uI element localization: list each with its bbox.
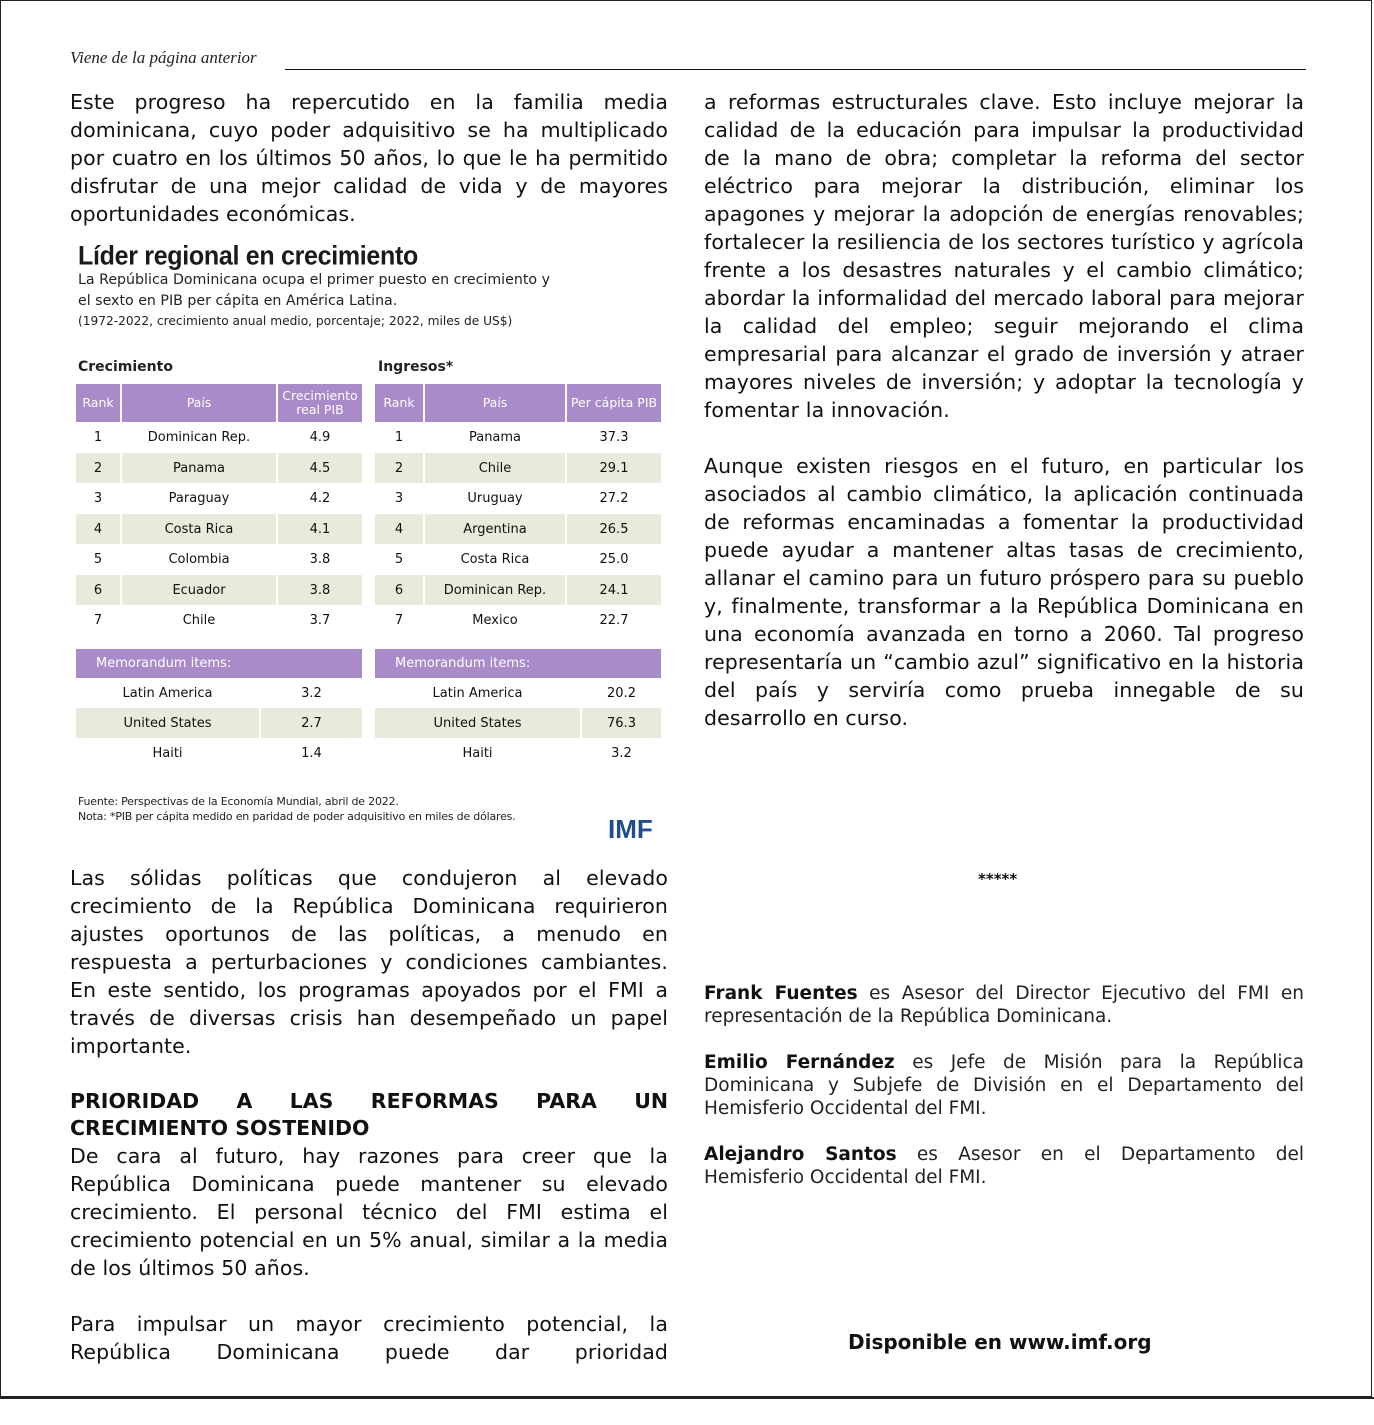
table-row (375, 708, 661, 738)
income-memo-table (375, 678, 661, 768)
country-cell: Uruguay (425, 483, 567, 513)
income-section-label: Ingresos* (378, 359, 454, 375)
author-name: Alejandro Santos (704, 1144, 897, 1165)
value-cell: 37.3 (599, 429, 629, 445)
income-memo-header: Memorandum items: (375, 649, 661, 678)
table-row (76, 513, 362, 544)
left-paragraph-2: Las sólidas políticas que condujeron al elevado crecimiento de la República Dominicana requirieron ajustes oportunos de las políticas, a menudo en respuesta a perturbaciones y condiciones cambiantes. En este sentido, los programas apoyados por el FMI a través de diversas crisis han desempeñado un papel importante. (70, 866, 668, 1058)
section-heading-line2: CRECIMIENTO SOSTENIDO (70, 1116, 370, 1140)
section-heading (70, 1088, 668, 1142)
author-bio (704, 1051, 1304, 1120)
value-cell: 3.8 (278, 574, 362, 605)
rank-cell: 5 (375, 544, 425, 574)
left-column (70, 88, 668, 228)
table-row (375, 605, 661, 635)
rank-cell: 2 (375, 452, 425, 483)
memo-value-cell: 3.2 (611, 745, 632, 761)
value-cell: 3.8 (309, 551, 331, 567)
country-cell: Colombia (122, 544, 278, 574)
memo-value-cell: 3.2 (301, 685, 322, 701)
rank-cell: 7 (76, 605, 122, 635)
right-paragraph-1: a reformas estructurales clave. Esto incluye mejorar la calidad de la educación para impulsar la productividad de la mano de obra; completar la reforma del sector eléctrico para mejorar la distribución, eliminar los apagones y mejorar la adopción de energías renovables; fortalecer la resiliencia de los sectores turístico y agrícola frente a los desastres naturales y el cambio climático; abordar la informalidad del mercado laboral para mejorar la calidad del empleo; seguir mejorando el clima empresarial para alcanzar el grado de inversión y atraer mayores niveles de inversión; y adoptar la tecnología y fomentar la innovación. (704, 90, 1304, 422)
memo-country-cell: United States (76, 708, 260, 738)
bottom-rule (0, 1397, 1374, 1399)
rank-cell: 1 (76, 422, 122, 452)
author-bio (704, 1143, 1304, 1189)
growth-section-label: Crecimiento (78, 359, 173, 375)
country-cell: Ecuador (122, 574, 278, 605)
table-row (375, 483, 661, 513)
table-row (76, 422, 362, 452)
section-heading-line1: PRIORIDAD A LAS REFORMAS PARA UN (70, 1089, 668, 1113)
rank-cell: 6 (375, 574, 425, 605)
table-row (375, 544, 661, 574)
growth-header-value: Crecimiento real PIB (278, 384, 362, 422)
income-header-country: País (425, 384, 567, 422)
country-cell: Costa Rica (425, 544, 567, 574)
table-row (76, 738, 362, 768)
rank-cell: 2 (76, 452, 122, 483)
separator-stars: ***** (978, 870, 1018, 888)
value-cell: 24.1 (567, 574, 661, 605)
table-row (76, 544, 362, 574)
country-cell: Chile (122, 605, 278, 635)
table-row (76, 452, 362, 483)
memo-value-cell: 2.7 (260, 708, 362, 738)
right-column (704, 88, 1304, 732)
left-paragraph-3: De cara al futuro, hay razones para creer que la República Dominicana puede mantener su elevado crecimiento. El personal técnico del FMI estima el crecimiento potencial en un 5% anual, similar a la media de los últimos 50 años. (70, 1144, 668, 1280)
figure-title: Líder regional en crecimiento (78, 240, 419, 272)
availability-note: Disponible en www.imf.org (848, 1330, 1152, 1354)
table-row (375, 422, 661, 452)
author-name: Frank Fuentes (704, 983, 858, 1004)
value-cell: 27.2 (599, 490, 629, 506)
rank-cell: 3 (375, 483, 425, 513)
figure-subtitle (78, 270, 638, 312)
country-cell: Mexico (425, 605, 567, 635)
author-role: es Jefe de Misión para la República Dominicana y Subjefe de División en el Departamento del Hemisferio Occidental del FMI. (704, 1052, 1304, 1119)
figure-source (78, 794, 516, 824)
table-row (375, 513, 661, 544)
left-paragraph-4: Para impulsar un mayor crecimiento potencial, la República Dominicana puede dar prioridad (70, 1312, 668, 1364)
author-role: es Asesor del Director Ejecutivo del FMI en representación de la República Dominicana. (704, 983, 1304, 1027)
figure-note: (1972-2022, crecimiento anual medio, porcentaje; 2022, miles de US$) (78, 314, 513, 328)
growth-memo-table (76, 678, 362, 768)
country-cell: Dominican Rep. (425, 574, 567, 605)
value-cell: 3.7 (309, 612, 331, 628)
country-cell: Paraguay (122, 483, 278, 513)
figure-subtitle-line2: el sexto en PIB per cápita en América Latina. (78, 293, 398, 309)
growth-header-country: País (122, 384, 278, 422)
memo-country-cell: United States (375, 708, 581, 738)
growth-memo-header: Memorandum items: (76, 649, 362, 678)
author-bio (704, 982, 1304, 1028)
imf-logo: IMF (608, 814, 653, 844)
memo-value-cell: 20.2 (607, 685, 636, 701)
table-row (76, 605, 362, 635)
figure-source-line: Fuente: Perspectivas de la Economía Mundial, abril de 2022. (78, 795, 399, 808)
country-cell: Argentina (425, 513, 567, 544)
memo-value-cell: 1.4 (301, 745, 322, 761)
memo-country-cell: Haiti (76, 738, 260, 768)
growth-header-rank: Rank (76, 384, 122, 422)
country-cell: Panama (425, 422, 567, 452)
continued-label: Viene de la página anterior (70, 48, 257, 67)
country-cell: Panama (122, 452, 278, 483)
value-cell: 25.0 (599, 551, 629, 567)
value-cell: 4.9 (309, 429, 331, 445)
rank-cell: 1 (375, 422, 425, 452)
country-cell: Costa Rica (122, 513, 278, 544)
income-header-rank: Rank (375, 384, 425, 422)
rank-cell: 3 (76, 483, 122, 513)
table-row (375, 574, 661, 605)
income-table (375, 384, 661, 635)
memo-value-cell: 76.3 (581, 708, 661, 738)
rank-cell: 4 (76, 513, 122, 544)
right-paragraph-2: Aunque existen riesgos en el futuro, en particular los asociados al cambio climático, la aplicación continuada de reformas encaminadas a fomentar la productividad puede ayudar a mantener altas tasas de crecimiento, allanar el camino para un futuro próspero para su pueblo y, finalmente, transformar a la República Dominicana en una economía avanzada en torno a 2060. Tal progreso representaría un “cambio azul” significativo en la historia del país y serviría como prueba innegable de su desarrollo en curso. (704, 454, 1304, 730)
rank-cell: 7 (375, 605, 425, 635)
continued-rule (285, 69, 1306, 70)
author-role: es Asesor en el Departamento del Hemisferio Occidental del FMI. (704, 1144, 1304, 1188)
table-row (76, 483, 362, 513)
authors-block (704, 982, 1304, 1189)
left-intro-paragraph: Este progreso ha repercutido en la familia media dominicana, cuyo poder adquisitivo se ha multiplicado por cuatro en los últimos 50 años, lo que le ha permitido disfrutar de una mejor calidad de vida y de mayores oportunidades económicas. (70, 90, 668, 226)
value-cell: 4.5 (278, 452, 362, 483)
memo-country-cell: Latin America (76, 678, 260, 708)
table-row (375, 452, 661, 483)
table-row (375, 678, 661, 708)
rank-cell: 5 (76, 544, 122, 574)
figure-subtitle-line1: La República Dominicana ocupa el primer puesto en crecimiento y (78, 272, 550, 288)
memo-country-cell: Latin America (375, 678, 581, 708)
country-cell: Dominican Rep. (122, 422, 278, 452)
table-row (76, 678, 362, 708)
growth-income-figure (70, 232, 670, 844)
rank-cell: 6 (76, 574, 122, 605)
left-column-lower (70, 864, 668, 1366)
table-row (375, 738, 661, 768)
value-cell: 29.1 (567, 452, 661, 483)
table-row (76, 708, 362, 738)
table-row (76, 574, 362, 605)
rank-cell: 4 (375, 513, 425, 544)
author-name: Emilio Fernández (704, 1052, 895, 1073)
figure-footnote: Nota: *PIB per cápita medido en paridad de poder adquisitivo en miles de dólares. (78, 810, 516, 823)
income-header-value: Per cápita PIB (567, 384, 661, 422)
growth-table (76, 384, 362, 635)
country-cell: Chile (425, 452, 567, 483)
value-cell: 22.7 (599, 612, 629, 628)
value-cell: 26.5 (567, 513, 661, 544)
value-cell: 4.1 (278, 513, 362, 544)
value-cell: 4.2 (309, 490, 331, 506)
memo-country-cell: Haiti (375, 738, 581, 768)
